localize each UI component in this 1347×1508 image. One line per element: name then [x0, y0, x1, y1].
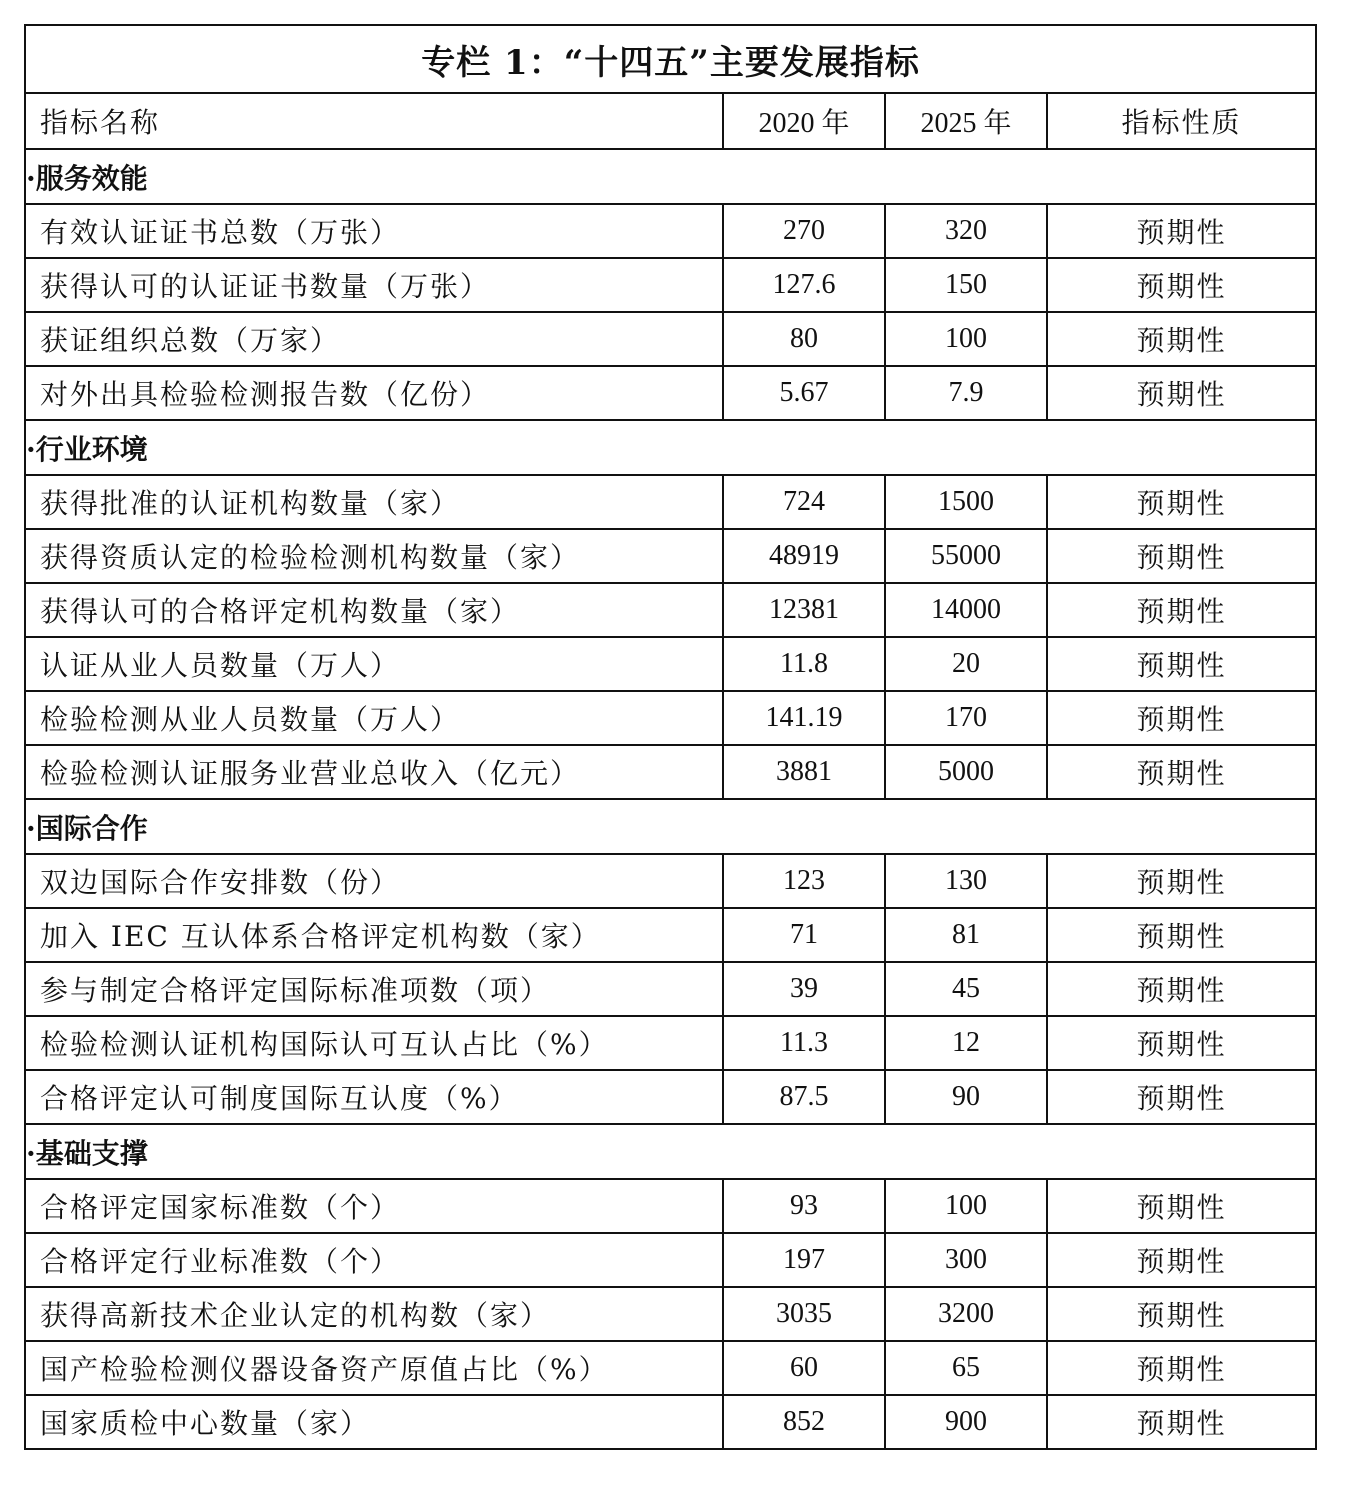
value-2020: 39: [723, 962, 885, 1016]
indicator-name: 获得批准的认证机构数量（家）: [25, 475, 723, 529]
indicator-nature: 预期性: [1047, 258, 1316, 312]
value-2025: 7.9: [885, 366, 1047, 420]
value-2025: 100: [885, 1179, 1047, 1233]
table-row: [25, 1287, 1316, 1341]
table-row: [25, 1070, 1316, 1124]
value-2020: 11.3: [723, 1016, 885, 1070]
section-row: [25, 1124, 1316, 1179]
indicator-name: 合格评定行业标准数（个）: [25, 1233, 723, 1287]
section-label: ·服务效能: [25, 149, 1316, 204]
table-row: [25, 745, 1316, 799]
header-2025: 2025 年: [885, 93, 1047, 149]
value-2020: 197: [723, 1233, 885, 1287]
indicator-nature: 预期性: [1047, 908, 1316, 962]
indicators-table-body: [25, 25, 1316, 1449]
table-row: [25, 854, 1316, 908]
table-row: [25, 1233, 1316, 1287]
indicator-name: 检验检测认证服务业营业总收入（亿元）: [25, 745, 723, 799]
section-label: ·行业环境: [25, 420, 1316, 475]
indicator-name: 国产检验检测仪器设备资产原值占比（%）: [25, 1341, 723, 1395]
value-2020: 11.8: [723, 637, 885, 691]
value-2020: 80: [723, 312, 885, 366]
table-row: [25, 366, 1316, 420]
indicator-name: 获得资质认定的检验检测机构数量（家）: [25, 529, 723, 583]
table-row: [25, 637, 1316, 691]
table-row: [25, 583, 1316, 637]
value-2025: 90: [885, 1070, 1047, 1124]
section-label: ·基础支撑: [25, 1124, 1316, 1179]
indicator-nature: 预期性: [1047, 583, 1316, 637]
indicator-nature: 预期性: [1047, 745, 1316, 799]
indicator-nature: 预期性: [1047, 1341, 1316, 1395]
indicator-name: 加入 IEC 互认体系合格评定机构数（家）: [25, 908, 723, 962]
indicator-nature: 预期性: [1047, 854, 1316, 908]
value-2025: 20: [885, 637, 1047, 691]
value-2025: 170: [885, 691, 1047, 745]
indicator-nature: 预期性: [1047, 1016, 1316, 1070]
indicator-name: 合格评定国家标准数（个）: [25, 1179, 723, 1233]
indicator-nature: 预期性: [1047, 475, 1316, 529]
indicator-nature: 预期性: [1047, 366, 1316, 420]
value-2025: 12: [885, 1016, 1047, 1070]
table-row: [25, 312, 1316, 366]
table-row: [25, 908, 1316, 962]
indicator-name: 获证组织总数（万家）: [25, 312, 723, 366]
indicator-name: 获得高新技术企业认定的机构数（家）: [25, 1287, 723, 1341]
table-title: 专栏 1：“十四五”主要发展指标: [25, 25, 1316, 93]
table-row: [25, 475, 1316, 529]
value-2020: 852: [723, 1395, 885, 1449]
value-2020: 270: [723, 204, 885, 258]
value-2020: 60: [723, 1341, 885, 1395]
section-row: [25, 149, 1316, 204]
value-2020: 93: [723, 1179, 885, 1233]
table-row: [25, 1179, 1316, 1233]
table-row: [25, 204, 1316, 258]
table-row: [25, 962, 1316, 1016]
header-row: [25, 93, 1316, 149]
indicator-nature: 预期性: [1047, 204, 1316, 258]
header-2020: 2020 年: [723, 93, 885, 149]
indicator-name: 国家质检中心数量（家）: [25, 1395, 723, 1449]
value-2025: 100: [885, 312, 1047, 366]
indicator-name: 参与制定合格评定国际标准项数（项）: [25, 962, 723, 1016]
header-nature: 指标性质: [1047, 93, 1316, 149]
table-row: [25, 1395, 1316, 1449]
section-row: [25, 799, 1316, 854]
value-2020: 724: [723, 475, 885, 529]
value-2020: 123: [723, 854, 885, 908]
indicator-nature: 预期性: [1047, 1179, 1316, 1233]
table-row: [25, 1016, 1316, 1070]
value-2020: 3035: [723, 1287, 885, 1341]
section-label: ·国际合作: [25, 799, 1316, 854]
table-row: [25, 258, 1316, 312]
value-2020: 87.5: [723, 1070, 885, 1124]
indicator-nature: 预期性: [1047, 691, 1316, 745]
indicator-nature: 预期性: [1047, 529, 1316, 583]
value-2025: 45: [885, 962, 1047, 1016]
value-2025: 320: [885, 204, 1047, 258]
indicator-nature: 预期性: [1047, 637, 1316, 691]
value-2020: 71: [723, 908, 885, 962]
value-2025: 900: [885, 1395, 1047, 1449]
value-2025: 1500: [885, 475, 1047, 529]
value-2025: 5000: [885, 745, 1047, 799]
header-name: 指标名称: [25, 93, 723, 149]
value-2025: 65: [885, 1341, 1047, 1395]
value-2020: 127.6: [723, 258, 885, 312]
indicator-nature: 预期性: [1047, 1395, 1316, 1449]
table-row: [25, 529, 1316, 583]
indicator-name: 认证从业人员数量（万人）: [25, 637, 723, 691]
indicator-name: 对外出具检验检测报告数（亿份）: [25, 366, 723, 420]
value-2020: 12381: [723, 583, 885, 637]
indicator-name: 获得认可的认证证书数量（万张）: [25, 258, 723, 312]
indicator-nature: 预期性: [1047, 1070, 1316, 1124]
indicator-name: 检验检测认证机构国际认可互认占比（%）: [25, 1016, 723, 1070]
value-2025: 130: [885, 854, 1047, 908]
indicator-nature: 预期性: [1047, 1287, 1316, 1341]
value-2020: 141.19: [723, 691, 885, 745]
value-2025: 14000: [885, 583, 1047, 637]
value-2025: 150: [885, 258, 1047, 312]
value-2025: 3200: [885, 1287, 1047, 1341]
indicator-nature: 预期性: [1047, 962, 1316, 1016]
value-2025: 55000: [885, 529, 1047, 583]
value-2025: 300: [885, 1233, 1047, 1287]
title-row: [25, 25, 1316, 93]
table-row: [25, 1341, 1316, 1395]
indicator-nature: 预期性: [1047, 1233, 1316, 1287]
value-2025: 81: [885, 908, 1047, 962]
value-2020: 3881: [723, 745, 885, 799]
value-2020: 5.67: [723, 366, 885, 420]
indicator-name: 检验检测从业人员数量（万人）: [25, 691, 723, 745]
indicator-name: 双边国际合作安排数（份）: [25, 854, 723, 908]
indicator-name: 有效认证证书总数（万张）: [25, 204, 723, 258]
section-row: [25, 420, 1316, 475]
indicator-name: 获得认可的合格评定机构数量（家）: [25, 583, 723, 637]
indicator-nature: 预期性: [1047, 312, 1316, 366]
indicators-table: [24, 24, 1317, 1450]
indicator-name: 合格评定认可制度国际互认度（%）: [25, 1070, 723, 1124]
value-2020: 48919: [723, 529, 885, 583]
table-row: [25, 691, 1316, 745]
